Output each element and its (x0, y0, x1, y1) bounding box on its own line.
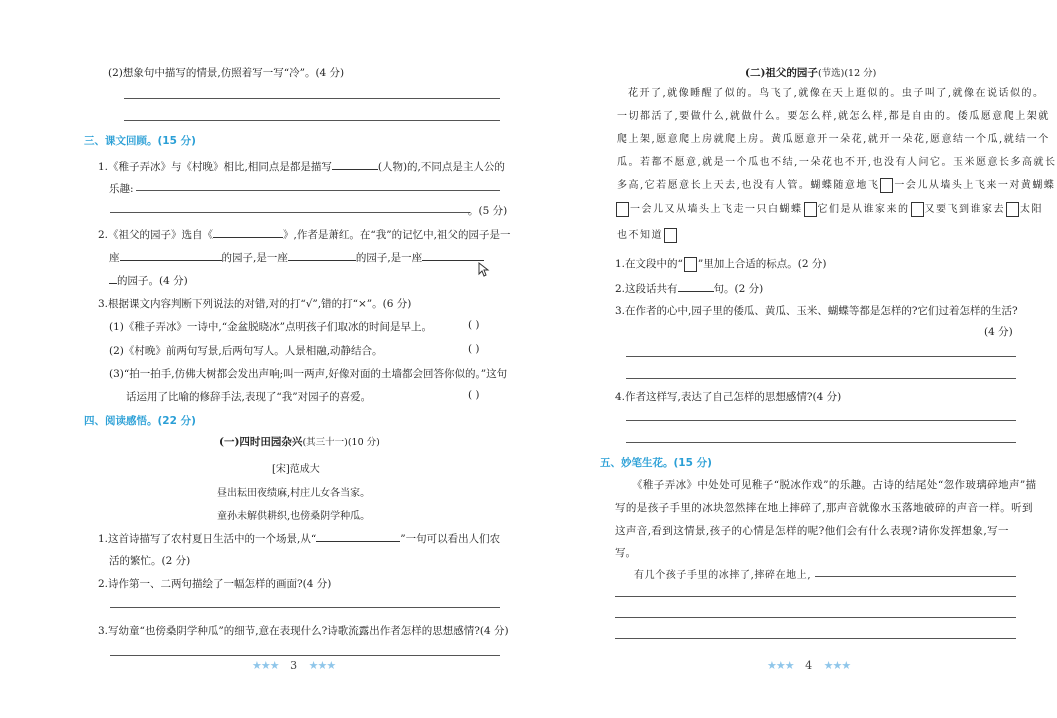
page-footer-left (252, 659, 335, 672)
reading-q3: 3.写幼童“也傍桑阴学种瓜”的细节,意在表现什么?诗歌流露出作者怎样的思想感情?(4 分) (98, 625, 509, 637)
passage-line-3: 爬上架,愿意爬上房就爬上房。黄瓜愿意开一朵花,就开一朵花,愿意结一个瓜,就结一个 (617, 134, 1050, 145)
passage-q3: 3.在作者的心中,园子里的倭瓜、黄瓜、玉米、蝴蝶等都是怎样的?它们过着怎样的生活? (615, 305, 1018, 317)
left-q2-title: (2)想象句中描写的情景,仿照着写一写“冷”。(4 分) (108, 67, 345, 79)
rq1-text-a: 1.在文段中的“ (615, 258, 683, 270)
q2-text-d: 的园子,是一座 (221, 252, 288, 264)
q1-score: 。(5 分) (468, 205, 508, 217)
judge-item-2: (2)《村晚》前两句写景,后两句写人。人景相融,动静结合。 (109, 345, 383, 357)
blank[interactable] (288, 249, 356, 261)
passage-line-5 (617, 176, 1055, 193)
answer-line[interactable] (110, 655, 500, 656)
section-5-heading: 五、妙笔生花。(15 分) (600, 457, 712, 469)
poem-title (219, 434, 380, 449)
judge-paren-2[interactable]: ( ) (468, 343, 480, 355)
blank[interactable] (120, 249, 222, 261)
answer-line[interactable] (615, 596, 1016, 597)
answer-line[interactable] (124, 98, 500, 99)
r1-text-b: ”一句可以看出人们农 (400, 533, 501, 545)
passage-line-7 (617, 226, 678, 243)
q2-text-f: 的园子。(4 分) (117, 275, 188, 287)
answer-line[interactable] (615, 638, 1016, 639)
answer-line[interactable] (110, 607, 500, 608)
page-number: 4 (805, 659, 813, 672)
rq2-text-b: 句。(2 分) (713, 283, 764, 295)
answer-line[interactable] (626, 420, 1016, 421)
q1-text-c: 乐趣: (109, 183, 134, 195)
q2-text-b: 》,作者是萧红。在“我”的记忆中,祖父的园子是一 (283, 229, 511, 241)
answer-line[interactable] (136, 190, 500, 191)
judge-item-3b: 话运用了比喻的修辞手法,表现了“我”对园子的喜爱。 (126, 391, 372, 403)
stars-icon: ★★★ (823, 659, 851, 672)
blank[interactable] (678, 280, 714, 292)
mouse-cursor-icon (478, 262, 490, 278)
passage-q2 (615, 280, 763, 296)
passage-q3-score: (4 分) (984, 326, 1013, 338)
passage-q1 (615, 256, 826, 272)
passage-title (745, 65, 876, 80)
p5-text-b: 一会儿从墙头上飞来一对黄蝴蝶 (894, 180, 1056, 191)
writing-line-1: 《稚子弄冰》中处处可见稚子“脱冰作戏”的乐趣。古诗的结尾处“忽作玻璃碎地声”描 (632, 479, 1037, 491)
p6-text-b: 它们是从谁家来的 (817, 204, 910, 215)
p6-text-a: 一会儿又从墙头上飞走一只白蝴蝶 (630, 204, 803, 215)
q1-text-b: (人物)的,不同点是主人公的 (377, 161, 505, 173)
blank[interactable] (316, 530, 400, 542)
passage-title-main: (二)祖父的园子 (745, 67, 818, 79)
stars-icon: ★★★ (252, 659, 279, 672)
answer-line[interactable] (626, 356, 1016, 357)
rq1-text-b: ”里加上合适的标点。(2 分) (697, 258, 827, 270)
page-number: 3 (290, 659, 298, 672)
blank[interactable] (332, 158, 378, 170)
answer-line[interactable] (815, 576, 1016, 577)
judge-paren-3[interactable]: ( ) (468, 389, 480, 401)
punctuation-box[interactable] (616, 202, 629, 217)
writing-line-3: 这声音,看到这情景,孩子的心情是怎样的呢?他们会有什么表现?请你发挥想象,写一 (615, 525, 1009, 537)
passage-line-4: 瓜。若都不愿意,就是一个瓜也不结,一朵花也不开,也没有人问它。玉米愿意长多高就长 (617, 157, 1057, 168)
writing-prompt: 有几个孩子手里的冰摔了,摔碎在地上, (634, 570, 812, 581)
poem-title-sub: (其三十一)(10 分) (302, 437, 380, 448)
passage-line-1: 花开了,就像睡醒了似的。鸟飞了,就像在天上逛似的。虫子叫了,就像在说话似的。 (628, 88, 1045, 99)
section-3-heading: 三、课文回顾。(15 分) (84, 135, 196, 147)
p7-text: 也不知道 (617, 230, 663, 241)
writing-line-2: 写的是孩子手里的冰块忽然摔在地上摔碎了,那声音就像水玉落地破碎的声音一样。听到 (615, 502, 1033, 514)
punctuation-box[interactable] (804, 202, 817, 217)
q3-heading: 3.根据课文内容判断下列说法的对错,对的打“√”,错的打“×”。(6 分) (98, 298, 412, 310)
poem-title-main: (一)四时田园杂兴 (219, 436, 303, 448)
page-footer-right (767, 659, 850, 672)
answer-line[interactable] (124, 120, 500, 121)
stars-icon: ★★★ (767, 659, 794, 672)
passage-line-2: 一切都活了,要做什么,就做什么。要怎么样,就怎么样,都是自由的。倭瓜愿意爬上架就 (617, 111, 1050, 122)
p6-text-d: 太阳 (1020, 204, 1043, 215)
blank[interactable] (109, 272, 117, 284)
passage-title-sub: (节选)(12 分) (817, 68, 877, 79)
poem-author: [宋]范成大 (272, 464, 320, 475)
reading-q2: 2.诗作第一、二两句描绘了一幅怎样的画面?(4 分) (98, 578, 332, 590)
left-q2-line2 (109, 249, 484, 265)
poem-line-2: 童孙未解供耕织,也傍桑阴学种瓜。 (217, 511, 371, 522)
answer-line[interactable] (626, 442, 1016, 443)
section-4-heading: 四、阅读感悟。(22 分) (84, 415, 196, 427)
r1-text-a: 1.这首诗描写了农村夏日生活中的一个场景,从“ (98, 533, 317, 545)
judge-item-1: (1)《稚子弄冰》一诗中,“金盆脱晓冰”点明孩子们取冰的时间是早上。 (109, 321, 432, 333)
passage-line-6 (615, 200, 1043, 217)
q2-text-e: 的园子,是一座 (355, 252, 423, 264)
punctuation-box[interactable] (664, 228, 677, 243)
punctuation-box[interactable] (1006, 202, 1019, 217)
left-q2-line1 (98, 226, 510, 242)
answer-line[interactable] (626, 378, 1016, 379)
judge-paren-1[interactable]: ( ) (468, 319, 480, 331)
reading-q1-line2: 活的繁忙。(2 分) (109, 555, 191, 567)
reading-q1-line1 (98, 530, 500, 546)
blank[interactable] (422, 249, 484, 261)
punctuation-box[interactable] (911, 202, 924, 217)
answer-line[interactable] (615, 617, 1016, 618)
passage-q4: 4.作者这样写,表达了自己怎样的思想感情?(4 分) (615, 391, 842, 403)
q2-text-a: 2.《祖父的园子》选自《 (98, 229, 214, 241)
p6-text-c: 又要飞到谁家去 (924, 204, 1005, 215)
q1-text-a: 1.《稚子弄冰》与《村晚》相比,相同点是都是描写 (98, 161, 332, 173)
answer-line[interactable] (110, 212, 470, 213)
p5-text-a: 多高,它若愿意长上天去,也没有人管。蝴蝶随意地飞 (617, 180, 880, 191)
q2-text-c: 座 (109, 252, 120, 264)
left-q2-line3 (109, 272, 188, 288)
writing-line-4: 写。 (615, 547, 636, 559)
poem-line-1: 昼出耘田夜绩麻,村庄儿女各当家。 (217, 488, 371, 499)
punctuation-box[interactable] (880, 178, 893, 193)
stars-icon: ★★★ (308, 659, 336, 672)
blank[interactable] (213, 226, 283, 238)
judge-item-3a: (3)“拍一拍手,仿佛大树都会发出声响;叫一两声,好像对面的土墙都会回答你似的。”这句 (109, 368, 508, 380)
left-q1-line1 (98, 158, 505, 174)
rq2-text-a: 2.这段话共有 (615, 283, 678, 295)
punctuation-box (684, 257, 697, 272)
